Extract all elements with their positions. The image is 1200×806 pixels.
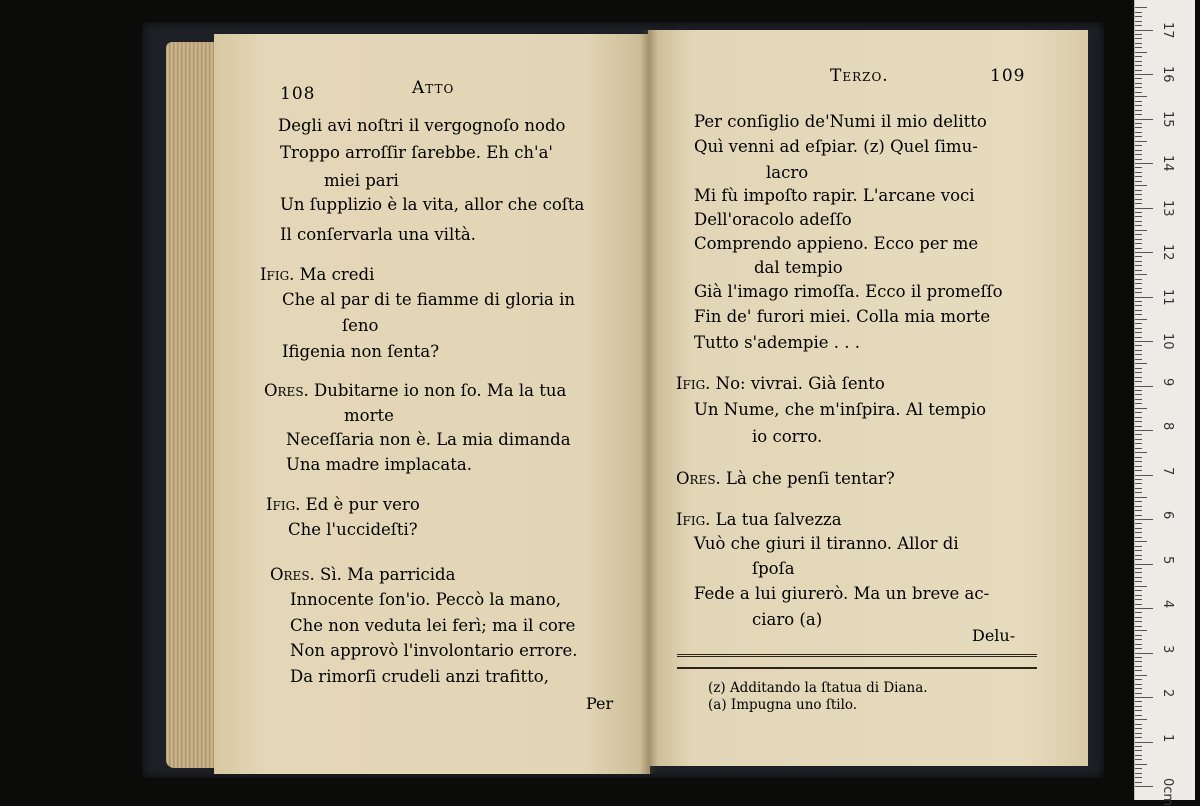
left-line: Ifigenia non ſenta? [282, 342, 440, 361]
ruler-tick [1135, 773, 1142, 774]
footnote: (a) Impugna uno ſtilo. [708, 697, 858, 713]
left-line: Neceſſaria non è. La mia dimanda [286, 430, 571, 449]
ruler-tick [1135, 314, 1142, 315]
ruler-tick [1135, 332, 1142, 333]
ruler-label: 3 [1160, 644, 1175, 653]
ruler-tick [1135, 194, 1142, 195]
ruler-tick [1135, 110, 1142, 111]
ruler-tick [1135, 479, 1142, 480]
ruler-tick [1135, 439, 1142, 440]
right-catchword: Delu- [972, 626, 1016, 645]
ruler-tick [1135, 697, 1153, 698]
right-line: Già l'imago rimoſſa. Ecco il promeſſo [694, 282, 1003, 301]
left-line: Il conſervarla una viltà. [280, 225, 476, 244]
ruler-tick [1135, 38, 1142, 39]
footnote-rule [677, 654, 1037, 669]
ruler-tick [1135, 234, 1142, 235]
ruler-tick [1135, 399, 1142, 400]
left-line: Che al par di te fiamme di gloria in [282, 290, 576, 309]
ruler-tick [1135, 145, 1142, 146]
right-line: Fede a lui giurerò. Ma un breve ac- [694, 584, 990, 603]
ruler-tick [1135, 510, 1142, 511]
ruler-tick [1135, 684, 1142, 685]
ruler-tick [1135, 34, 1142, 35]
ruler-tick [1135, 310, 1142, 311]
ruler-tick [1135, 448, 1142, 449]
left-line: Da rimorſi crudeli anzi trafitto, [290, 667, 549, 686]
ruler-label: 8 [1160, 422, 1175, 431]
left-line: miei pari [324, 171, 399, 190]
ruler-tick [1135, 475, 1153, 476]
ruler-label: 13 [1160, 199, 1175, 217]
ruler-tick [1135, 172, 1142, 173]
ruler-tick [1135, 394, 1142, 395]
right-line: Comprendo appieno. Ecco per me [694, 234, 979, 253]
ruler-tick [1135, 265, 1142, 266]
ruler-tick [1135, 617, 1142, 618]
ruler-tick [1135, 590, 1142, 591]
ruler-label: 15 [1160, 110, 1175, 128]
ruler-label: 11 [1160, 288, 1175, 306]
ruler-tick [1135, 737, 1142, 738]
ruler-tick [1135, 101, 1142, 102]
ruler-label: 7 [1160, 466, 1175, 475]
right-line: Mi fù impoſto rapir. L'arcane voci [694, 186, 975, 205]
ruler-tick [1135, 630, 1147, 631]
ruler-tick [1135, 661, 1142, 662]
ruler-tick [1135, 323, 1142, 324]
left-page-number: 108 [280, 84, 316, 104]
ruler-tick [1135, 782, 1142, 783]
left-line: ſeno [342, 316, 379, 335]
left-line: Ores. Sì. Ma parricida [270, 565, 456, 584]
ruler-tick [1135, 577, 1142, 578]
ruler-tick [1135, 653, 1153, 654]
ruler-tick [1135, 252, 1153, 253]
left-line: Che l'uccideſti? [288, 520, 418, 539]
ruler-tick [1135, 301, 1142, 302]
ruler-tick [1135, 105, 1142, 106]
ruler-tick [1135, 43, 1142, 44]
ruler-tick [1135, 328, 1142, 329]
ruler-tick [1135, 61, 1142, 62]
ruler-tick [1135, 283, 1142, 284]
ruler-label: 17 [1160, 21, 1175, 39]
ruler-tick [1135, 492, 1142, 493]
ruler-tick [1135, 363, 1147, 364]
ruler-label: 4 [1160, 600, 1175, 609]
ruler-tick [1135, 96, 1147, 97]
left-line: Innocente ſon'io. Peccò la mano, [290, 590, 562, 609]
ruler-tick [1135, 586, 1147, 587]
ruler-tick [1135, 719, 1147, 720]
ruler-tick [1135, 466, 1142, 467]
ruler-tick [1135, 16, 1142, 17]
ruler-tick [1135, 759, 1142, 760]
ruler-tick [1135, 750, 1142, 751]
right-line: Fin de' furori miei. Colla mia morte [694, 307, 991, 326]
ruler-tick [1135, 279, 1142, 280]
right-line: Tutto s'adempie . . . [694, 333, 860, 352]
ruler-tick [1135, 230, 1147, 231]
right-line: Ifig. No: vivrai. Già ſento [676, 374, 885, 393]
right-running-head: Terzo. [830, 66, 889, 86]
ruler-tick [1135, 114, 1142, 115]
ruler-tick [1135, 701, 1142, 702]
ruler-tick [1135, 354, 1142, 355]
ruler-tick [1135, 372, 1142, 373]
ruler-tick [1135, 430, 1153, 431]
ruler-tick [1135, 181, 1142, 182]
ruler-tick [1135, 532, 1142, 533]
ruler-tick [1135, 359, 1142, 360]
ruler-tick [1135, 515, 1142, 516]
ruler-tick [1135, 417, 1142, 418]
ruler-tick [1135, 261, 1142, 262]
ruler-tick [1135, 403, 1142, 404]
ruler-tick [1135, 176, 1142, 177]
ruler-label: 12 [1160, 244, 1175, 261]
ruler-tick [1135, 163, 1153, 164]
ruler-tick [1135, 132, 1142, 133]
ruler-tick [1135, 159, 1142, 160]
ruler-tick [1135, 270, 1142, 271]
ruler-label: 2 [1160, 689, 1175, 698]
ruler-tick [1135, 292, 1142, 293]
ruler-tick [1135, 78, 1142, 79]
ruler-tick [1135, 377, 1142, 378]
left-line: Un ſupplizio è la vita, allor che coſta [280, 195, 585, 214]
left-line: morte [344, 406, 394, 425]
ruler-tick [1135, 70, 1142, 71]
ruler-tick [1135, 203, 1142, 204]
left-line: Ores. Dubitarne io non ſo. Ma la tua [264, 381, 567, 400]
ruler-tick [1135, 599, 1142, 600]
ruler-tick [1135, 497, 1147, 498]
left-line: Troppo arroſſir ſarebbe. Eh ch'a' [280, 143, 553, 162]
ruler-tick [1135, 657, 1142, 658]
ruler-tick [1135, 621, 1142, 622]
ruler-tick [1135, 368, 1142, 369]
ruler-tick [1135, 724, 1142, 725]
ruler-tick [1135, 693, 1142, 694]
ruler-tick [1135, 572, 1142, 573]
ruler-tick [1135, 768, 1142, 769]
ruler-tick [1135, 288, 1142, 289]
ruler-tick [1135, 457, 1142, 458]
left-catchword: Per [586, 694, 614, 713]
ruler-tick [1135, 452, 1147, 453]
ruler-tick [1135, 483, 1142, 484]
ruler-tick [1135, 546, 1142, 547]
footnote: (z) Additando la ſtatua di Diana. [708, 680, 928, 696]
ruler-tick [1135, 421, 1142, 422]
ruler-tick [1135, 670, 1142, 671]
ruler-tick [1135, 25, 1142, 26]
ruler-label: 10 [1160, 333, 1175, 350]
ruler-tick [1135, 123, 1142, 124]
ruler-tick [1135, 208, 1153, 209]
ruler-tick [1135, 30, 1153, 31]
ruler-tick [1135, 381, 1142, 382]
ruler-label: 6 [1160, 511, 1175, 520]
ruler-tick [1135, 52, 1147, 53]
ruler-tick [1135, 221, 1142, 222]
ruler-tick [1135, 150, 1142, 151]
ruler-tick [1135, 239, 1142, 240]
left-line: Che non veduta lei ferì; ma il core [290, 616, 576, 635]
ruler-tick [1135, 434, 1142, 435]
ruler-tick [1135, 523, 1142, 524]
ruler-tick [1135, 319, 1147, 320]
left-line: Una madre implacata. [286, 455, 472, 474]
ruler-tick [1135, 212, 1142, 213]
ruler-label: 16 [1160, 66, 1175, 83]
ruler-tick [1135, 74, 1153, 75]
ruler-tick [1135, 386, 1153, 387]
ruler-tick [1135, 644, 1142, 645]
ruler-tick [1135, 528, 1142, 529]
ruler-label: 1 [1160, 733, 1175, 742]
ruler-label: 5 [1160, 555, 1175, 564]
ruler-tick [1135, 412, 1142, 413]
ruler-tick [1135, 7, 1147, 8]
ruler-tick [1135, 56, 1142, 57]
right-line: Vuò che giuri il tiranno. Allor di [694, 534, 959, 553]
ruler-tick [1135, 728, 1142, 729]
ruler-tick [1135, 390, 1142, 391]
ruler-tick [1135, 688, 1142, 689]
left-line: Degli avi noſtri il vergognoſo nodo [278, 116, 566, 135]
right-line: Dell'oracolo adeſſo [694, 210, 852, 229]
ruler-tick [1135, 568, 1142, 569]
left-line: Non approvò l'involontario errore. [290, 641, 578, 660]
ruler-tick [1135, 426, 1142, 427]
ruler-label: 14 [1160, 155, 1175, 172]
ruler-tick [1135, 256, 1142, 257]
ruler-tick [1135, 612, 1142, 613]
ruler-tick [1135, 746, 1142, 747]
ruler-tick [1135, 443, 1142, 444]
ruler-tick [1135, 243, 1142, 244]
left-running-head: Atto [412, 78, 455, 98]
ruler-tick [1135, 461, 1142, 462]
ruler-tick [1135, 190, 1142, 191]
right-line: lacro [766, 163, 809, 182]
ruler-label: 0cm [1160, 778, 1175, 806]
ruler-tick [1135, 488, 1142, 489]
ruler-tick [1135, 154, 1142, 155]
ruler-tick [1135, 679, 1142, 680]
ruler-tick [1135, 733, 1142, 734]
ruler-tick [1135, 519, 1153, 520]
right-line: ciaro (a) [752, 610, 823, 629]
right-line: dal tempio [754, 258, 843, 277]
ruler-tick [1135, 755, 1142, 756]
ruler-tick [1135, 710, 1142, 711]
right-line: io corro. [752, 427, 823, 446]
ruler-tick [1135, 12, 1142, 13]
right-line: ſpoſa [752, 559, 795, 578]
ruler-tick [1135, 167, 1142, 168]
ruler-tick [1135, 555, 1142, 556]
ruler-tick [1135, 248, 1142, 249]
left-line: Ifig. Ma credi [260, 265, 375, 284]
right-line: Per conſiglio de'Numi il mio delitto [694, 112, 987, 131]
right-line: Ores. Là che penſi tentar? [676, 469, 895, 488]
ruler-tick [1135, 216, 1142, 217]
ruler-tick [1135, 119, 1153, 120]
ruler-tick [1135, 225, 1142, 226]
ruler-tick [1135, 635, 1142, 636]
ruler-tick [1135, 715, 1142, 716]
ruler-tick [1135, 559, 1142, 560]
ruler-tick [1135, 506, 1142, 507]
right-line: Quì venni ad eſpiar. (z) Quel ſimu- [694, 137, 978, 156]
ruler-tick [1135, 608, 1153, 609]
ruler-tick [1135, 564, 1153, 565]
ruler-tick [1135, 83, 1142, 84]
left-line: Ifig. Ed è pur vero [266, 495, 420, 514]
ruler-tick [1135, 274, 1147, 275]
ruler-tick [1135, 87, 1142, 88]
ruler-tick [1135, 199, 1142, 200]
ruler-tick [1135, 337, 1142, 338]
ruler-tick [1135, 786, 1153, 787]
ruler-tick [1135, 305, 1142, 306]
ruler-tick [1135, 408, 1147, 409]
ruler-tick [1135, 537, 1142, 538]
right-line: Un Nume, che m'inſpira. Al tempio [694, 400, 987, 419]
ruler-tick [1135, 675, 1147, 676]
right-page-number: 109 [990, 66, 1026, 86]
measuring-ruler [1134, 0, 1195, 806]
ruler-tick [1135, 595, 1142, 596]
ruler-tick [1135, 666, 1142, 667]
ruler-tick [1135, 604, 1142, 605]
ruler-tick [1135, 345, 1142, 346]
ruler-tick [1135, 501, 1142, 502]
ruler-tick [1135, 127, 1142, 128]
right-line: Ifig. La tua ſalvezza [676, 510, 842, 529]
ruler-tick [1135, 706, 1142, 707]
ruler-tick [1135, 341, 1153, 342]
ruler-tick [1135, 21, 1142, 22]
ruler-tick [1135, 470, 1142, 471]
ruler-tick [1135, 185, 1147, 186]
ruler-tick [1135, 541, 1147, 542]
ruler-tick [1135, 581, 1142, 582]
ruler-tick [1135, 65, 1142, 66]
ruler-tick [1135, 626, 1142, 627]
ruler-tick [1135, 136, 1142, 137]
ruler-label: 9 [1160, 377, 1175, 386]
ruler-tick [1135, 764, 1147, 765]
ruler-tick [1135, 92, 1142, 93]
ruler-tick [1135, 639, 1142, 640]
ruler-tick [1135, 141, 1147, 142]
ruler-tick [1135, 777, 1142, 778]
ruler-tick [1135, 47, 1142, 48]
book-gutter [640, 30, 658, 774]
ruler-tick [1135, 742, 1153, 743]
ruler-tick [1135, 297, 1153, 298]
ruler-tick [1135, 350, 1142, 351]
ruler-tick [1135, 550, 1142, 551]
ruler-tick [1135, 648, 1142, 649]
